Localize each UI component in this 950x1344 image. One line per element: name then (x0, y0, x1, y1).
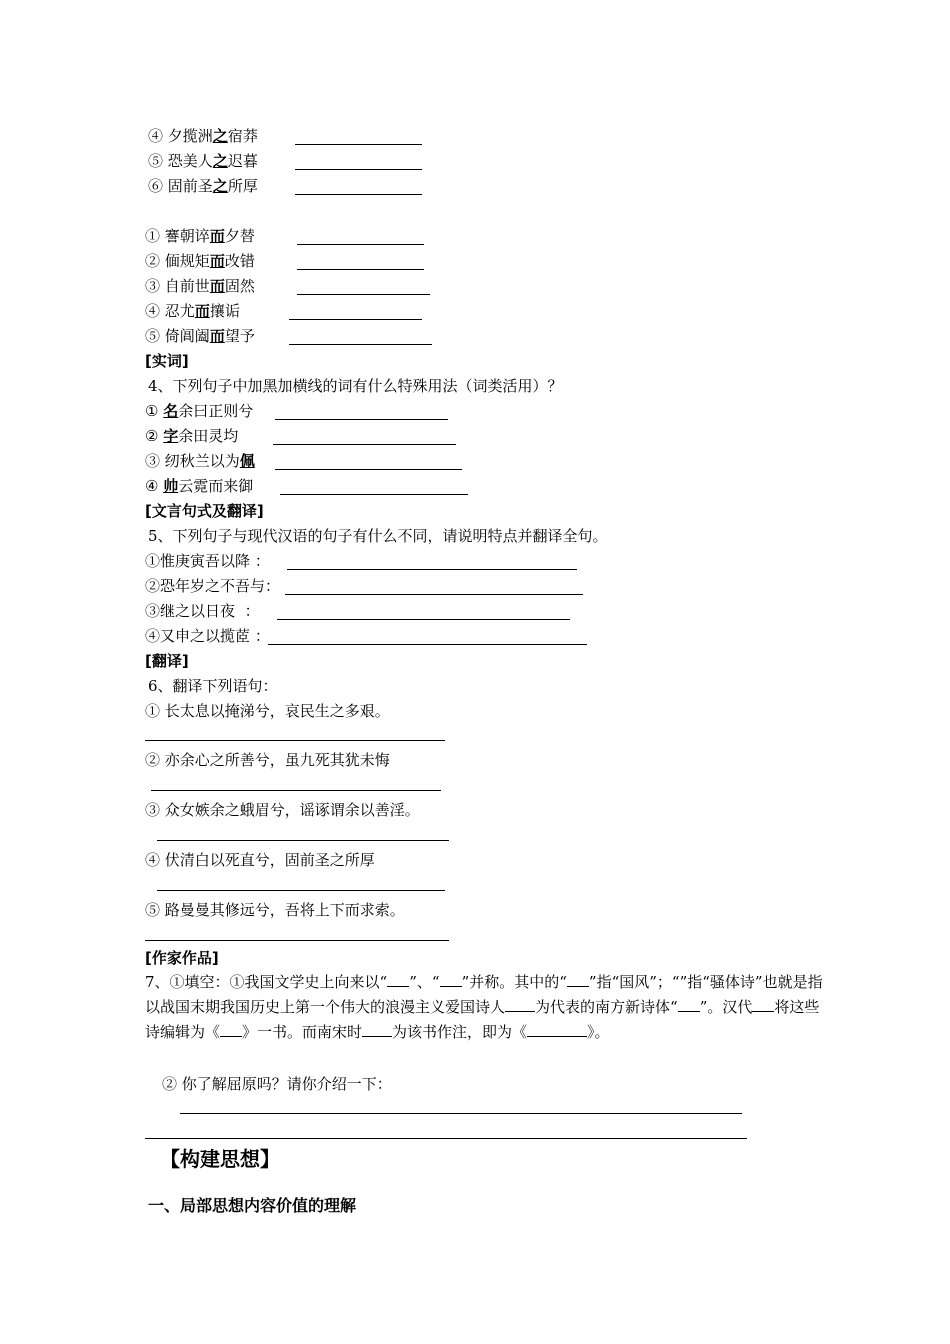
item-number: ④ (145, 851, 161, 869)
fill-blank[interactable] (567, 971, 589, 987)
item-text: 路曼曼其修远兮，吾将上下而求索。 (164, 901, 405, 919)
item-text: 謇朝谇 (164, 227, 210, 245)
item-text: 固然 (224, 277, 255, 295)
answer-line[interactable] (295, 144, 422, 145)
jushi-item-3 (145, 601, 260, 621)
shici-item-4 (145, 476, 253, 496)
fill-blank[interactable] (752, 996, 774, 1012)
item-number: ④ (145, 477, 159, 495)
section-heading-zuojia: [作家作品] (145, 949, 219, 967)
section-heading-shici: [实词] (145, 352, 189, 370)
answer-line[interactable] (280, 494, 468, 495)
item-number: ② (145, 427, 159, 445)
item-number: ④ (145, 627, 161, 645)
item-colon: ： (265, 577, 281, 595)
answer-line[interactable] (268, 644, 587, 645)
er-item-3 (145, 276, 255, 296)
q7-text: ”。汉代 (699, 998, 753, 1016)
fanyi-item-5 (145, 900, 405, 920)
item-text: 宿莽 (227, 127, 258, 145)
item-number: ① (145, 702, 161, 720)
item-number: ③ (145, 602, 161, 620)
answer-line[interactable] (285, 594, 583, 595)
er-item-2 (145, 251, 255, 271)
fanyi-item-3 (145, 800, 420, 820)
q7-text: ”指“国风”；“ (588, 973, 680, 991)
answer-line[interactable] (275, 469, 462, 470)
fanyi-item-4 (145, 850, 375, 870)
answer-line[interactable] (287, 569, 577, 570)
question-6: 6、翻译下列语句： (148, 677, 278, 695)
question-7-fill (145, 970, 825, 1045)
section-title-goujian: 【构建思想】 (160, 1147, 280, 1171)
jushi-item-1 (145, 551, 270, 571)
item-number: ① (145, 402, 159, 420)
key-word: 之 (212, 177, 228, 195)
answer-line[interactable] (145, 740, 445, 741)
q7-text: 为代表的南方新诗体“ (535, 998, 678, 1016)
answer-line[interactable] (180, 1113, 742, 1114)
item-text: 偭规矩 (164, 252, 210, 270)
key-word: 字 (163, 427, 179, 445)
jushi-item-4 (145, 626, 270, 646)
item-number: ⑥ (148, 177, 164, 195)
answer-line[interactable] (277, 619, 570, 620)
item-number: ① (145, 227, 161, 245)
answer-line[interactable] (145, 1138, 747, 1139)
fill-blank[interactable] (678, 996, 700, 1012)
item-text: 倚阊阖 (164, 327, 210, 345)
q7-text: 将这些诗编辑为《 (145, 998, 820, 1041)
item-text: 固前圣 (167, 177, 213, 195)
item-text: 纫秋兰以为 (164, 452, 240, 470)
fill-blank[interactable] (527, 1021, 587, 1037)
answer-line[interactable] (297, 269, 424, 270)
item-number: ③ (145, 801, 161, 819)
item-text: 云霓而来御 (178, 477, 254, 495)
item-number: ⑤ (148, 152, 164, 170)
jushi-item-2 (145, 576, 280, 596)
answer-line[interactable] (297, 294, 430, 295)
item-text: 余田灵均 (178, 427, 239, 445)
item-colon: ： (254, 627, 270, 645)
item-number: ⑤ (145, 901, 161, 919)
er-item-5 (145, 326, 255, 346)
item-text: 迟暮 (227, 152, 258, 170)
item-text: 攘诟 (209, 302, 240, 320)
item-number: ① (145, 552, 161, 570)
answer-line[interactable] (275, 419, 448, 420)
q7-text: 》一书。而南宋时 (242, 1023, 363, 1041)
fill-blank[interactable] (220, 1021, 242, 1037)
section-heading-fanyi: [翻译] (145, 652, 189, 670)
fill-blank[interactable] (440, 971, 462, 987)
item-number: ③ (145, 277, 161, 295)
key-word: 而 (209, 277, 225, 295)
fill-blank[interactable] (505, 996, 535, 1012)
fanyi-item-1 (145, 701, 390, 721)
item-text: 长太息以掩涕兮，哀民生之多艰。 (164, 702, 390, 720)
key-word: 之 (212, 152, 228, 170)
key-word: 而 (209, 252, 225, 270)
item-text: 恐美人 (167, 152, 213, 170)
shici-item-2 (145, 426, 238, 446)
answer-line[interactable] (157, 840, 449, 841)
zhi-item-6 (148, 176, 258, 196)
item-text: 恐年岁之不吾与 (160, 577, 266, 595)
zhi-item-4 (148, 126, 258, 146)
key-word: 佩 (239, 452, 255, 470)
item-colon: ： (254, 552, 270, 570)
item-text: 伏清白以死直兮，固前圣之所厚 (164, 851, 375, 869)
q7-text: ”并称。其中的“ (461, 973, 567, 991)
item-number: ② (145, 751, 161, 769)
answer-line[interactable] (289, 344, 432, 345)
item-colon: ： (244, 602, 260, 620)
item-text: 夕替 (224, 227, 255, 245)
item-number: ② (145, 252, 161, 270)
item-number: ④ (145, 302, 161, 320)
item-text: 夕揽洲 (167, 127, 213, 145)
answer-line[interactable] (145, 940, 449, 941)
key-word: 而 (209, 327, 225, 345)
section-heading-jushi: [文言句式及翻译] (145, 502, 264, 520)
item-text: 余曰正则兮 (178, 402, 254, 420)
item-text: 众女嫉余之蛾眉兮，谣诼谓余以善淫。 (164, 801, 420, 819)
answer-line[interactable] (289, 319, 422, 320)
key-word: 名 (163, 402, 179, 420)
shici-item-3 (145, 451, 255, 471)
item-number: ③ (145, 452, 161, 470)
item-number: ⑤ (145, 327, 161, 345)
item-text: 所厚 (227, 177, 258, 195)
zhi-item-5 (148, 151, 258, 171)
fill-blank[interactable] (387, 971, 409, 987)
q7-text: 为该书作注，即为《 (392, 1023, 528, 1041)
q7-text: ”指“骚体诗”也就是指以战国末期我国历史上第一个伟大的浪漫主义爱国诗人 (145, 973, 823, 1016)
answer-line[interactable] (295, 194, 422, 195)
fanyi-item-2 (145, 750, 390, 770)
item-text: 惟庚寅吾以降 (160, 552, 251, 570)
question-7-part-2: ② 你了解屈原吗？请你介绍一下： (162, 1075, 392, 1093)
subsection-title: 一、局部思想内容价值的理解 (148, 1196, 357, 1215)
answer-line[interactable] (297, 244, 424, 245)
question-4: 4、下列句子中加黑加横线的词有什么特殊用法（词类活用）？ (148, 377, 563, 395)
item-text: 忍尤 (164, 302, 195, 320)
answer-line[interactable] (295, 169, 422, 170)
q7-text: ”、“ (409, 973, 440, 991)
q7-text: 》。 (587, 1023, 610, 1041)
key-word: 帅 (163, 477, 179, 495)
item-number: ② (145, 577, 161, 595)
er-item-1 (145, 226, 255, 246)
item-text: 自前世 (164, 277, 210, 295)
item-text: 望予 (224, 327, 255, 345)
item-text: 继之以日夜 (160, 602, 236, 620)
answer-line[interactable] (273, 444, 456, 445)
item-text: 改错 (224, 252, 255, 270)
question-5: 5、下列句子与现代汉语的句子有什么不同，请说明特点并翻译全句。 (148, 527, 608, 545)
item-text: 亦余心之所善兮，虽九死其犹未悔 (164, 751, 390, 769)
item-number: ④ (148, 127, 164, 145)
fill-blank[interactable] (362, 1021, 392, 1037)
answer-line[interactable] (157, 890, 445, 891)
key-word: 而 (194, 302, 210, 320)
er-item-4 (145, 301, 240, 321)
q7-text: 7、①填空：①我国文学史上向来以“ (145, 973, 388, 991)
shici-item-1 (145, 401, 253, 421)
key-word: 之 (212, 127, 228, 145)
answer-line[interactable] (151, 790, 441, 791)
item-text: 又申之以揽茝 (160, 627, 251, 645)
key-word: 而 (209, 227, 225, 245)
